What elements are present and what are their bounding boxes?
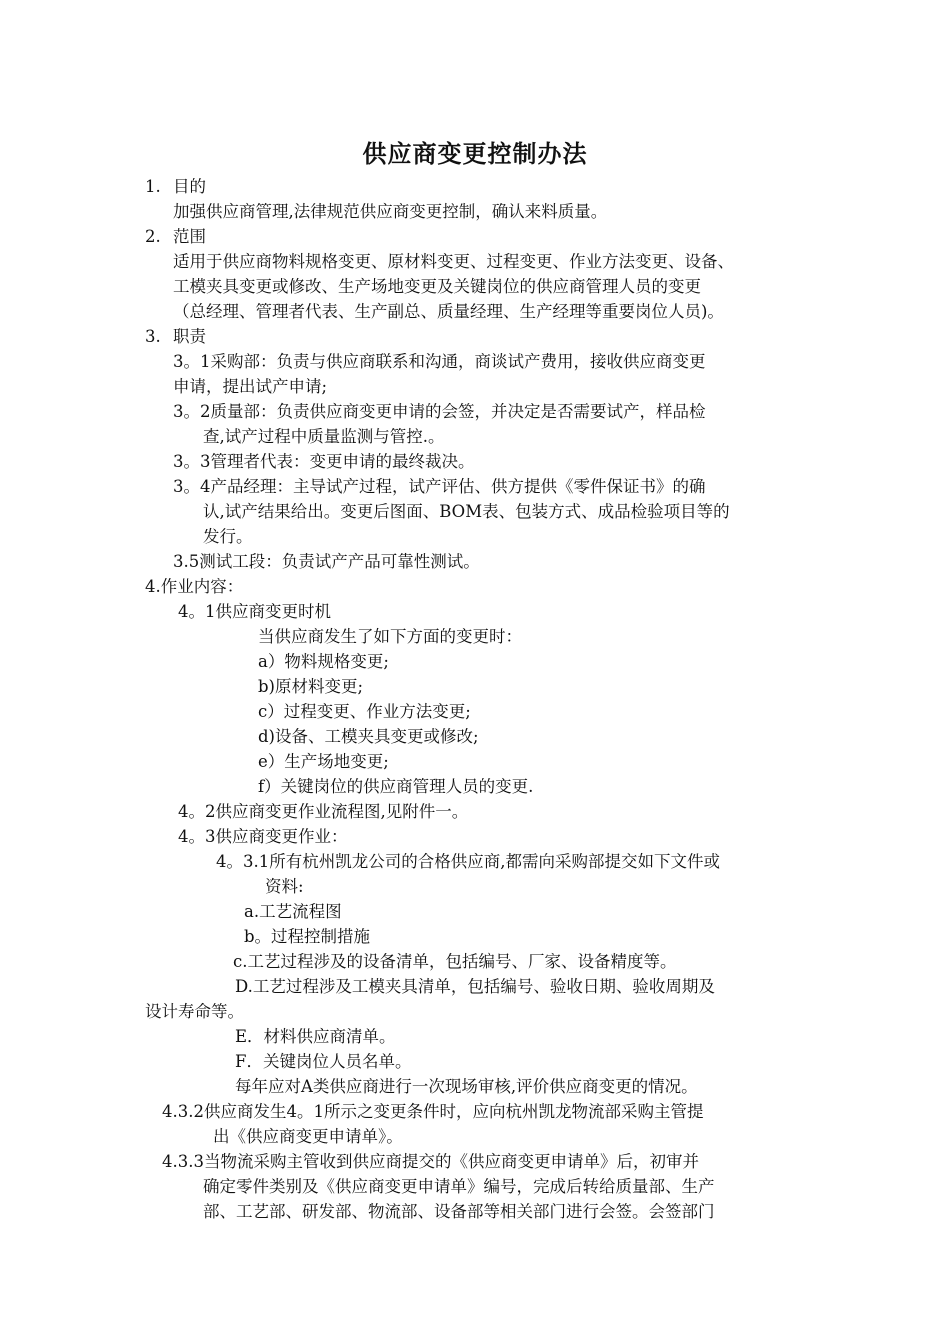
paragraph-4-3-3: 4.3.3当物流采购主管收到供应商提交的《供应商变更申请单》后，初审并 [162,1152,699,1171]
section-title: 目的 [173,177,206,196]
change-item-d: d)设备、工模夹具变更或修改; [258,727,479,746]
duty-product-manager-cont: 认,试产结果给出。变更后图面、BOM表、包装方式、成品检验项目等的 [203,502,730,521]
duty-management-rep: 3。3管理者代表：变更申请的最终裁决。 [173,452,475,471]
section-2-text-line: 工模夹具变更或修改、生产场地变更及关键岗位的供应商管理人员的变更 [173,277,701,296]
doc-item-d: D.工艺过程涉及工模夹具清单，包括编号、验收日期、验收周期及 [235,977,715,996]
duty-product-manager: 3。4产品经理：主导试产过程，试产评估、供方提供《零件保证书》的确 [173,477,706,496]
doc-item-d-cont: 设计寿命等。 [145,1002,244,1021]
change-intro: 当供应商发生了如下方面的变更时： [258,627,522,646]
change-item-f: f）关键岗位的供应商管理人员的变更. [258,777,534,796]
section-3-heading [145,324,206,349]
section-number: 2. [145,227,161,246]
paragraph-4-3-1: 4。3.1所有杭州凯龙公司的合格供应商,都需向采购部提交如下文件或 [216,852,720,871]
paragraph-4-3-1-cont: 资料: [265,877,304,896]
duty-product-manager-cont: 发行。 [203,527,253,546]
section-number: 3. [145,327,161,346]
duty-quality-cont: 查,试产过程中质量监测与管控.。 [203,427,445,446]
section-number: 1. [145,177,161,196]
doc-item-a: a.工艺流程图 [244,902,342,921]
section-4-heading: 4.作业内容： [145,577,244,596]
section-2-heading [145,224,206,249]
subsection-4-2: 4。2供应商变更作业流程图,见附件一。 [178,802,469,821]
section-title: 范围 [173,227,206,246]
paragraph-4-3-3-cont: 确定零件类别及《供应商变更申请单》编号，完成后转给质量部、生产 [203,1177,715,1196]
change-item-c: c）过程变更、作业方法变更; [258,702,471,721]
change-item-b: b)原材料变更; [258,677,364,696]
subsection-4-3: 4。3供应商变更作业： [178,827,348,846]
duty-quality: 3。2质量部：负责供应商变更申请的会签，并决定是否需要试产，样品检 [173,402,706,421]
duty-testing: 3.5测试工段：负责试产产品可靠性测试。 [173,552,480,571]
paragraph-4-3-3-cont: 部、工艺部、研发部、物流部、设备部等相关部门进行会签。会签部门 [203,1202,715,1221]
duty-purchasing: 3。1采购部：负责与供应商联系和沟通，商谈试产费用，接收供应商变更 [173,352,706,371]
doc-item-e: E．材料供应商清单。 [235,1027,396,1046]
annual-audit-text: 每年应对A类供应商进行一次现场审核,评价供应商变更的情况。 [235,1077,698,1096]
section-2-text-line: （总经理、管理者代表、生产副总、质量经理、生产经理等重要岗位人员)。 [173,302,724,321]
change-item-e: e）生产场地变更; [258,752,389,771]
duty-purchasing-cont: 申请，提出试产申请; [173,377,328,396]
section-1-heading [145,174,206,199]
paragraph-4-3-2: 4.3.2供应商发生4。1所示之变更条件时，应向杭州凯龙物流部采购主管提 [162,1102,704,1121]
subsection-4-1: 4。1供应商变更时机 [178,602,331,621]
doc-item-c: c.工艺过程涉及的设备清单，包括编号、厂家、设备精度等。 [233,952,677,971]
section-title: 职责 [173,327,206,346]
doc-item-f: F．关键岗位人员名单。 [235,1052,412,1071]
section-1-text: 加强供应商管理,法律规范供应商变更控制，确认来料质量。 [173,202,608,221]
paragraph-4-3-2-cont: 出《供应商变更申请单》。 [213,1127,403,1146]
change-item-a: a）物料规格变更; [258,652,389,671]
section-2-text-line: 适用于供应商物料规格变更、原材料变更、过程变更、作业方法变更、设备、 [173,252,734,271]
page-title: 供应商变更控制办法 [362,139,588,168]
doc-item-b: b。过程控制措施 [244,927,371,946]
